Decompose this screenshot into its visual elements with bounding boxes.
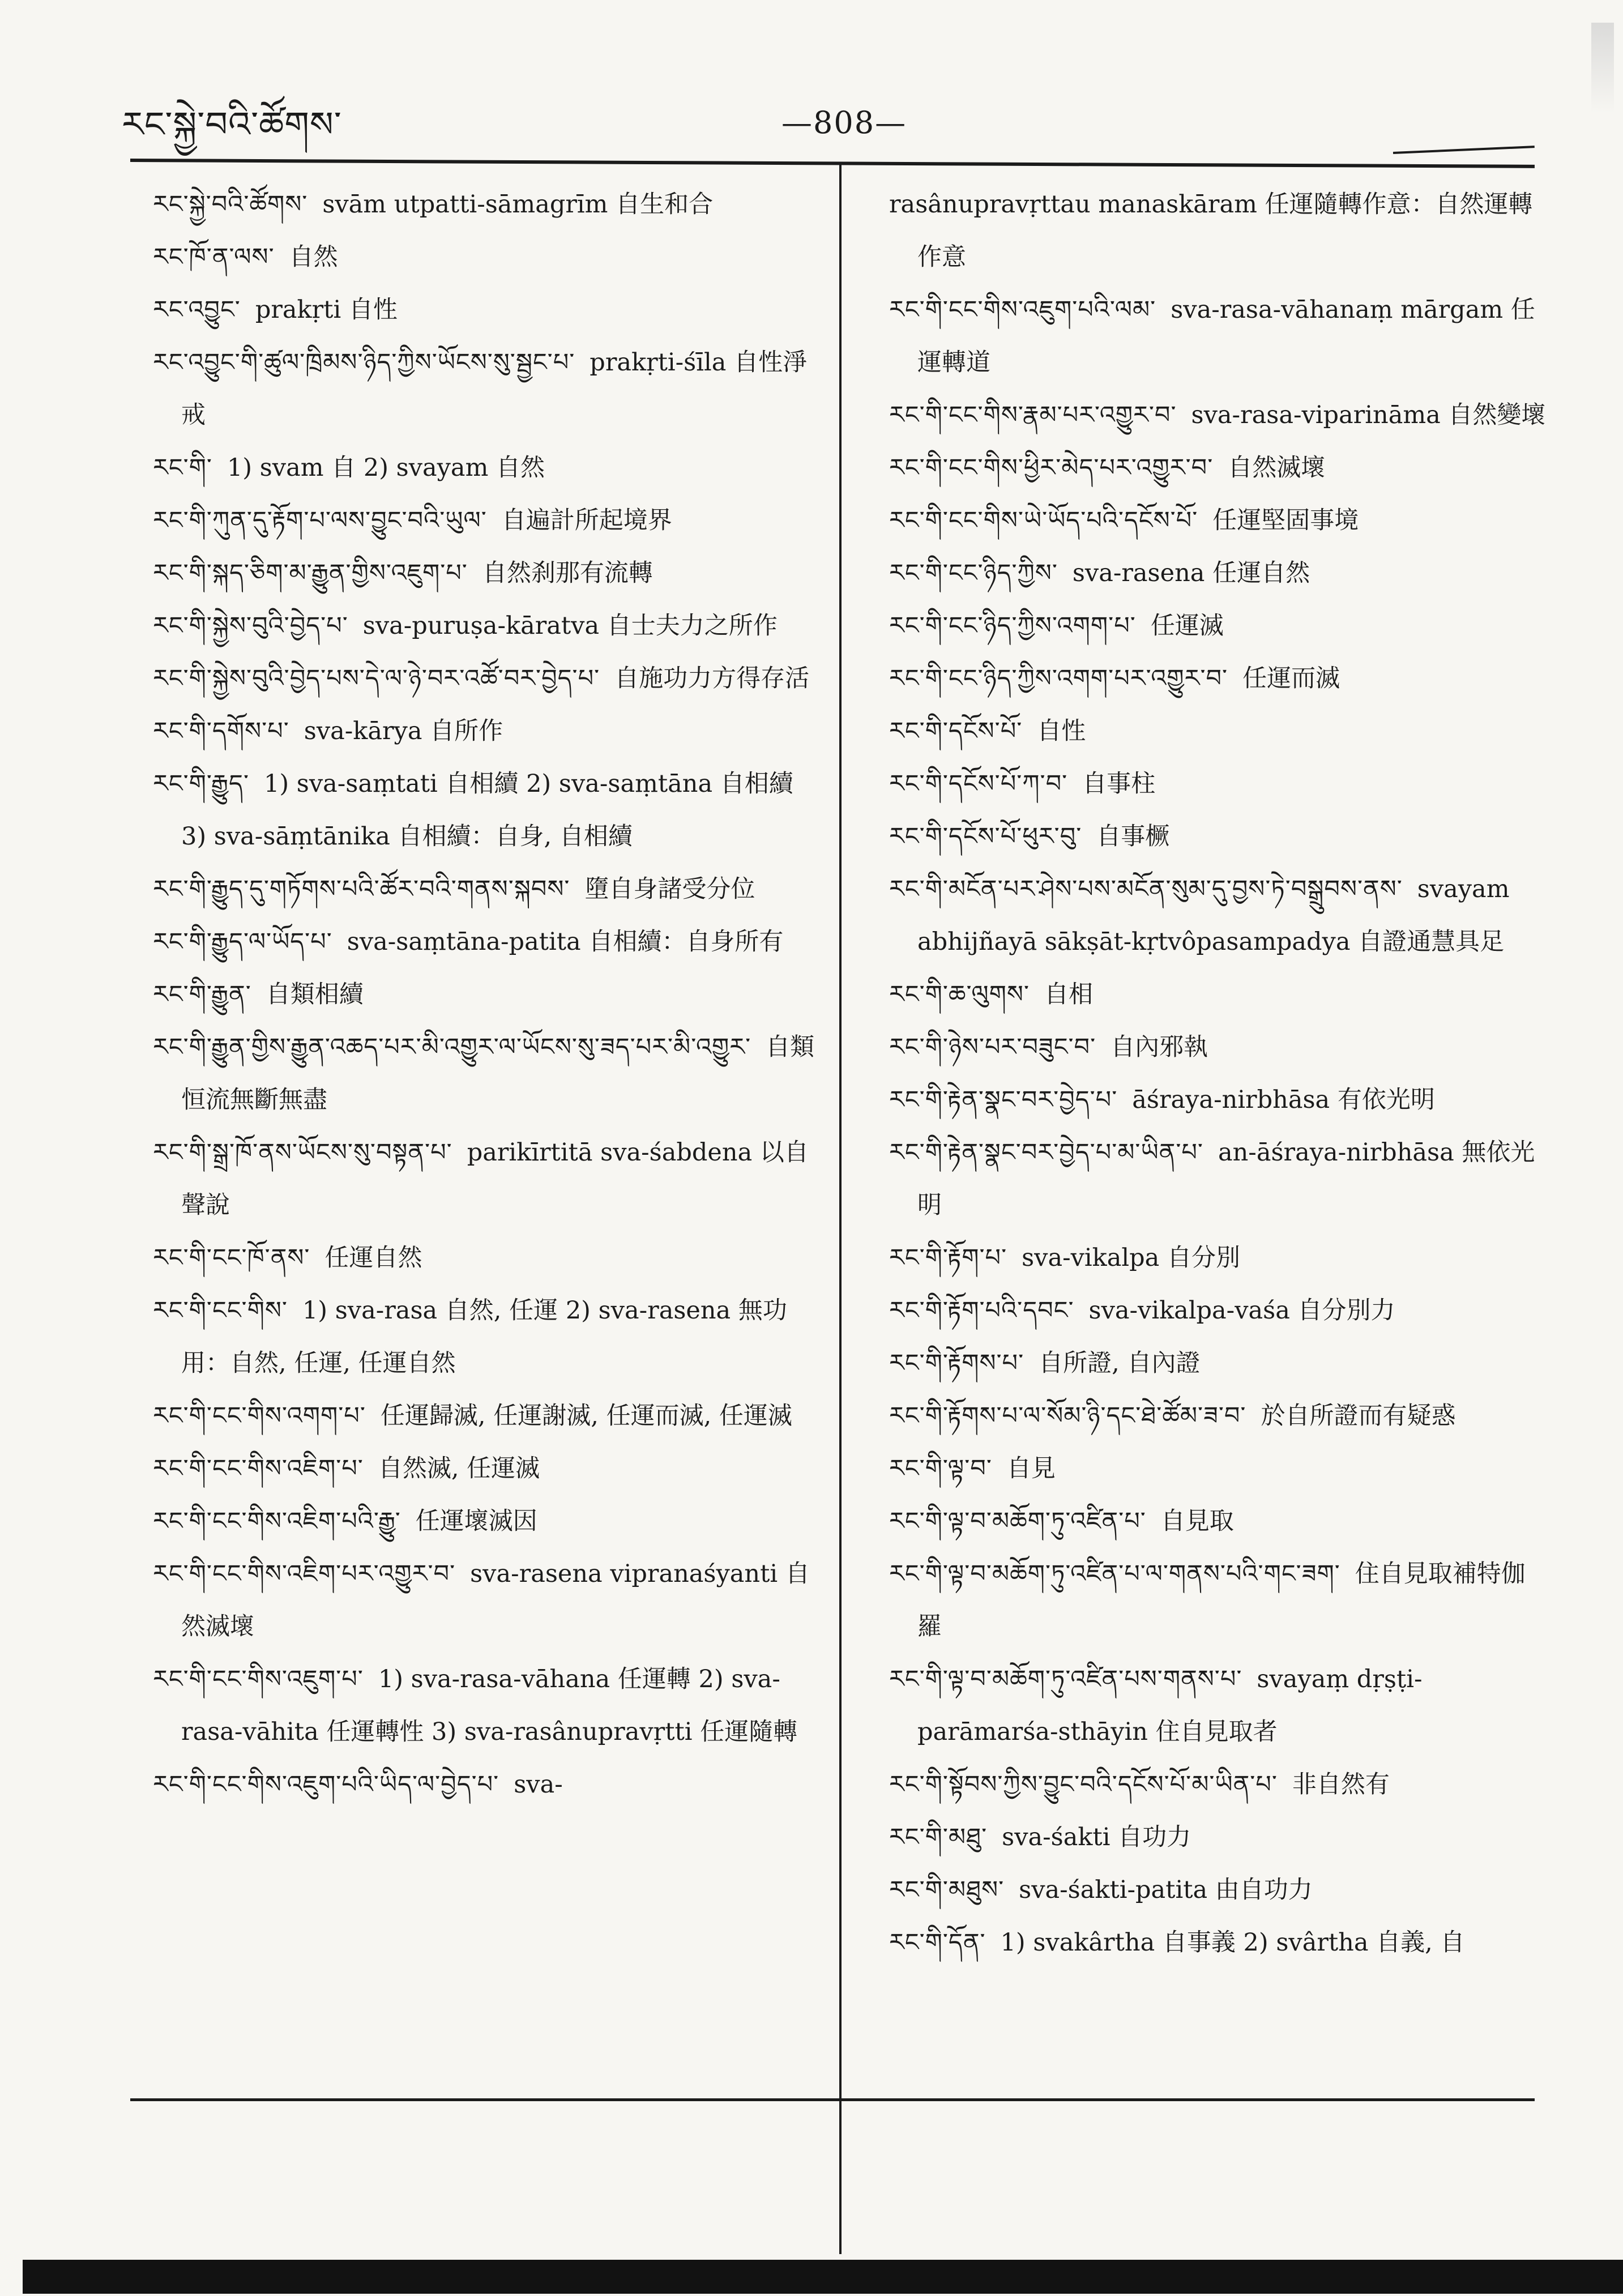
dictionary-entry xyxy=(889,1337,1546,1390)
entry-gloss: sva-puruṣa-kāratva 自士夫力之所作 xyxy=(362,612,778,640)
entry-headword: རང་གི་ཉེས་པར་བཟུང་བ་ xyxy=(889,1033,1096,1061)
entry-gloss: sva-kārya 自所作 xyxy=(304,717,503,745)
entry-headword: རང་གི་སྐད་ཅིག་མ་རྒྱུན་གྱིས་འཇུག་པ་ xyxy=(153,559,468,587)
bottom-scan-band xyxy=(23,2260,1623,2294)
entry-gloss: 自事柱 xyxy=(1082,770,1156,798)
entry-gloss: sva-rasa-viparināma 自然變壞 xyxy=(1191,401,1546,429)
entry-headword: རང་གི་ལྟ་བ་མཆོག་ཏུ་འཛིན་པ་ལ་གནས་པའི་གང་ཟག་ xyxy=(889,1560,1340,1588)
entry-gloss: 1) sva-rasa 自然, 任運 2) sva-rasena 無功用：自然, 任運, 任運自然 xyxy=(181,1296,787,1377)
entry-headword: རང་གི་དོན་ xyxy=(889,1928,986,1957)
entry-headword: རང་གི་ངང་ཁོ་ནས་ xyxy=(153,1244,310,1272)
entry-headword: རང་གི་ལྟ་བ་ xyxy=(889,1454,992,1483)
entry-gloss: āśraya-nirbhāsa 有依光明 xyxy=(1132,1086,1435,1114)
entry-headword: རང་གི་ངང་ཉིད་ཀྱིས་འགག་པར་འགྱུར་བ་ xyxy=(889,664,1228,693)
entry-headword: རང་གི་མཐུས་ xyxy=(889,1876,1005,1904)
entry-gloss: sva-vikalpa-vaśa 自分別力 xyxy=(1088,1296,1395,1325)
dictionary-entry xyxy=(889,1811,1546,1864)
entry-headword: རང་གི་དངོས་པོ་ཕུར་བུ་ xyxy=(889,822,1082,851)
entry-headword: རང་འབྱུང་ xyxy=(153,296,241,324)
entry-gloss: 任運堅固事境 xyxy=(1212,506,1359,535)
dictionary-entry xyxy=(889,1284,1546,1337)
entry-headword: རང་གི་རྟོགས་པ་ལ་སོམ་ཉི་དང་ཐེ་ཚོམ་ཟ་བ་ xyxy=(889,1402,1246,1430)
dictionary-entry xyxy=(153,494,821,547)
entry-gloss: 自見 xyxy=(1006,1454,1056,1483)
entry-headword: རང་གི་ངང་གིས་འགག་པ་ xyxy=(153,1402,366,1430)
dictionary-entry xyxy=(153,547,821,600)
dictionary-entry xyxy=(889,1548,1546,1653)
entry-gloss: 1) svakârtha 自事義 2) svârtha 自義, 自 xyxy=(1000,1928,1465,1957)
entry-gloss: rasânupravṛttau manaskāram 任運隨轉作意：自然運轉作意 xyxy=(889,190,1533,271)
dictionary-entry xyxy=(889,1126,1546,1232)
entry-headword: རང་གི་ངང་གིས་འཇིག་པའི་རྒྱུ་ xyxy=(153,1507,401,1535)
entry-gloss: svayam abhijñayā sākṣāt-kṛtvôpasampadya 自證通慧具足 xyxy=(917,875,1510,956)
page-header xyxy=(0,0,1623,187)
dictionary-entry xyxy=(153,178,821,231)
entry-gloss: 自遍計所起境界 xyxy=(501,506,672,535)
left-column xyxy=(153,178,821,1811)
entry-gloss: svayaṃ dṛṣṭi-parāmarśa-sthāyin 住自見取者 xyxy=(917,1665,1423,1746)
entry-gloss: 墮自身諸受分位 xyxy=(584,875,755,903)
entry-headword: རང་འབྱུང་གི་ཚུལ་ཁྲིམས་ཉིད་ཀྱིས་ཡོངས་སུ་སྦྱང་པ་ xyxy=(153,348,575,377)
entry-headword: རང་གི་ལྟ་བ་མཆོག་ཏུ་འཛིན་པ་ xyxy=(889,1507,1146,1535)
entry-headword: རང་གི་ངང་གིས་རྣམ་པར་འགྱུར་བ་ xyxy=(889,401,1177,429)
entry-headword: རང་གི་རྟོག་པའི་དབང་ xyxy=(889,1296,1074,1325)
dictionary-entry xyxy=(889,1653,1546,1759)
entry-gloss: 自見取 xyxy=(1160,1507,1234,1535)
dictionary-entry xyxy=(153,442,821,494)
entry-headword: རང་གི་ངང་གིས་འཇུག་པའི་ལམ་ xyxy=(889,296,1156,324)
dictionary-entry xyxy=(889,1021,1546,1074)
entry-gloss: sva-śakti 自功力 xyxy=(1002,1823,1191,1851)
entry-gloss: 任運歸滅, 任運謝滅, 任運而滅, 任運滅 xyxy=(380,1402,792,1430)
dictionary-entry xyxy=(889,810,1546,863)
entry-gloss: 自施功力方得存活 xyxy=(614,664,810,693)
entry-headword: རང་གི་རྟོག་པ་ xyxy=(889,1244,1007,1272)
dictionary-entry xyxy=(153,758,821,863)
entry-gloss: sva-vikalpa 自分別 xyxy=(1022,1244,1240,1272)
entry-gloss: 自類相續 xyxy=(266,980,364,1009)
entry-gloss: 自相 xyxy=(1044,980,1093,1009)
dictionary-entry xyxy=(153,1443,821,1495)
dictionary-entry xyxy=(153,1021,821,1126)
entry-gloss: 自性 xyxy=(1037,717,1086,745)
entry-headword: རང་གི་དངོས་པོ་ཀ་བ་ xyxy=(889,770,1068,798)
running-head: རང་སྐྱེ་བའི་ཚོགས་ xyxy=(122,104,342,145)
entry-gloss: 非自然有 xyxy=(1292,1770,1390,1799)
dictionary-entry xyxy=(889,1917,1546,1969)
dictionary-entry xyxy=(889,758,1546,810)
entry-headword: རང་གི་ངང་གིས་འཇུག་པ་ xyxy=(153,1665,364,1693)
dictionary-entry xyxy=(889,494,1546,547)
entry-headword: རང་གི་རྒྱུན་ xyxy=(153,980,251,1009)
entry-gloss: 自所證, 自內證 xyxy=(1039,1349,1201,1377)
entry-gloss: sva-śakti-patita 由自功力 xyxy=(1019,1876,1313,1904)
entry-headword: རང་གི་མངོན་པར་ཤེས་པས་མངོན་སུམ་དུ་བྱས་ཏེ་བསྒྲུབས་ནས་ xyxy=(889,875,1403,903)
entry-gloss: 任運壞滅因 xyxy=(415,1507,537,1535)
dictionary-entry xyxy=(153,336,821,442)
entry-headword: རང་གི་སྒྲ་ཁོ་ནས་ཡོངས་སུ་བསྟན་པ་ xyxy=(153,1138,452,1167)
entry-gloss: 於自所證而有疑惑 xyxy=(1261,1402,1456,1430)
entry-gloss: sva-rasa-vāhanaṃ mārgam 任運轉道 xyxy=(917,296,1535,377)
entry-gloss: 1) sva-rasa-vāhana 任運轉 2) sva-rasa-vāhita 任運轉性 3) sva-rasânupravṛtti 任運隨轉 xyxy=(181,1665,798,1746)
dictionary-entry xyxy=(889,1443,1546,1495)
dictionary-entry xyxy=(153,968,821,1021)
dictionary-entry xyxy=(889,178,1546,284)
dictionary-entry xyxy=(153,231,821,284)
entry-headword: རང་གི་མཐུ་ xyxy=(889,1823,988,1851)
entry-headword: རང་གི་ལྟ་བ་མཆོག་ཏུ་འཛིན་པས་གནས་པ་ xyxy=(889,1665,1242,1693)
dictionary-entry xyxy=(153,1232,821,1284)
entry-gloss: prakṛti 自性 xyxy=(255,296,398,324)
bottom-rule xyxy=(130,2098,1535,2101)
entry-headword: རང་གི་རྒྱུན་གྱིས་རྒྱུན་འཆད་པར་མི་འགྱུར་ལ་ཡོངས་སུ་ཟད་པར་མི་འགྱུར་ xyxy=(153,1033,751,1061)
dictionary-entry xyxy=(153,1548,821,1653)
entry-headword: རང་ཁོ་ན་ལས་ xyxy=(153,243,275,271)
dictionary-entry xyxy=(153,1653,821,1759)
entry-headword: རང་གི་རྒྱུད་དུ་གཏོགས་པའི་ཚོར་བའི་གནས་སྐབས་ xyxy=(153,875,570,903)
dictionary-entry xyxy=(153,705,821,758)
entry-headword: རང་གི་ངང་གིས་ཡེ་ཡོད་པའི་དངོས་པོ་ xyxy=(889,506,1198,535)
entry-headword: རང་སྐྱེ་བའི་ཚོགས་ xyxy=(153,190,308,219)
entry-headword: རང་གི་ངང་ཉིད་ཀྱིས་ xyxy=(889,559,1058,587)
entry-gloss: 任運自然 xyxy=(324,1244,422,1272)
entry-headword: རང་གི་ངང་གིས་འཇུག་པའི་ཡིད་ལ་བྱེད་པ་ xyxy=(153,1770,499,1799)
entry-headword: རང་གི་དགོས་པ་ xyxy=(153,717,289,745)
entry-gloss: 1) sva-saṃtati 自相續 2) sva-saṃtāna 自相續 3) sva-sāṃtānika 自相續：自身, 自相續 xyxy=(181,770,793,851)
dictionary-entry xyxy=(153,1495,821,1548)
entry-headword: རང་གི་ངང་གིས་ཕྱིར་མེད་པར་འགྱུར་བ་ xyxy=(889,454,1214,482)
dictionary-entry xyxy=(153,1390,821,1443)
entry-gloss: sva-saṃtāna-patita 自相續：自身所有 xyxy=(347,928,784,956)
entry-headword: རང་གི་རྟེན་སྣང་བར་བྱེད་པ་མ་ཡིན་པ་ xyxy=(889,1138,1203,1167)
entry-gloss: 自然刹那有流轉 xyxy=(482,559,653,587)
entry-gloss: an-āśraya-nirbhāsa 無依光明 xyxy=(917,1138,1535,1219)
entry-headword: རང་གི་ངང་གིས་འཇིག་པ་ xyxy=(153,1454,364,1483)
entry-headword: རང་གི་ངང་གིས་ xyxy=(153,1296,288,1325)
entry-headword: རང་གི་ཆ་ལུགས་ xyxy=(889,980,1030,1009)
header-rule-tail xyxy=(1393,146,1535,154)
dictionary-entry xyxy=(153,1126,821,1232)
entry-gloss: 任運而滅 xyxy=(1242,664,1340,693)
entry-headword: རང་གི་རྒྱུད་ xyxy=(153,770,249,798)
entry-gloss: parikīrtitā sva-śabdena 以自聲說 xyxy=(181,1138,809,1219)
entry-gloss: 自內邪執 xyxy=(1111,1033,1208,1061)
dictionary-entry xyxy=(153,916,821,968)
entry-headword: རང་གི་ཀུན་དུ་རྟོག་པ་ལས་བྱུང་བའི་ཡུལ་ xyxy=(153,506,487,535)
entry-gloss: prakṛti-śīla 自性淨戒 xyxy=(181,348,808,429)
dictionary-entry xyxy=(889,1759,1546,1811)
entry-gloss: 1) svam 自 2) svayam 自然 xyxy=(227,454,545,482)
entry-headword: རང་གི་དངོས་པོ་ xyxy=(889,717,1023,745)
entry-gloss: 自類恒流無斷無盡 xyxy=(181,1033,815,1114)
entry-gloss: sva-rasena 任運自然 xyxy=(1072,559,1310,587)
entry-headword: རང་གི་སྐྱེས་བུའི་བྱེད་པ་ xyxy=(153,612,348,640)
entry-headword: རང་གི་རྒྱུད་ལ་ཡོད་པ་ xyxy=(153,928,332,956)
dictionary-entry xyxy=(153,1759,821,1811)
dictionary-entry xyxy=(889,1232,1546,1284)
entry-gloss: sva- xyxy=(514,1770,563,1799)
entry-gloss: 自然滅壞 xyxy=(1228,454,1326,482)
dictionary-entry xyxy=(889,1074,1546,1126)
entry-headword: རང་གི་སྟོབས་ཀྱིས་བྱུང་བའི་དངོས་པོ་མ་ཡིན་པ་ xyxy=(889,1770,1278,1799)
column-divider xyxy=(839,164,842,2254)
entry-headword: རང་གི་སྐྱེས་བུའི་བྱེད་པས་དེ་ལ་ཉེ་བར་འཚོ་བར་བྱེད་པ་ xyxy=(153,664,600,693)
dictionary-entry xyxy=(153,600,821,652)
entry-headword: རང་གི་ xyxy=(153,454,212,482)
right-column xyxy=(889,178,1546,1969)
dictionary-entry xyxy=(889,1495,1546,1548)
entry-headword: རང་གི་ངང་གིས་འཇིག་པར་འགྱུར་བ་ xyxy=(153,1560,456,1588)
entry-gloss: 自然 xyxy=(289,243,338,271)
dictionary-entry xyxy=(153,863,821,916)
dictionary-entry xyxy=(889,600,1546,652)
dictionary-entry xyxy=(153,652,821,705)
dictionary-entry xyxy=(889,1390,1546,1443)
dictionary-entry xyxy=(889,284,1546,389)
entry-gloss: 住自見取補特伽羅 xyxy=(917,1560,1526,1641)
entry-gloss: 任運滅 xyxy=(1150,612,1224,640)
dictionary-entry xyxy=(889,1864,1546,1917)
dictionary-entry xyxy=(889,442,1546,494)
entry-gloss: 自然滅, 任運滅 xyxy=(378,1454,540,1483)
dictionary-entry xyxy=(153,1284,821,1390)
dictionary-entry xyxy=(889,389,1546,442)
dictionary-entry xyxy=(153,284,821,336)
page-number: —808— xyxy=(781,105,907,140)
dictionary-entry xyxy=(889,705,1546,758)
entry-headword: རང་གི་ངང་ཉིད་ཀྱིས་འགག་པ་ xyxy=(889,612,1136,640)
entry-gloss: sva-rasena vipranaśyanti 自然滅壞 xyxy=(181,1560,810,1641)
dictionary-entry xyxy=(889,547,1546,600)
dictionary-entry xyxy=(889,652,1546,705)
dictionary-entry xyxy=(889,863,1546,968)
entry-headword: རང་གི་རྟེན་སྣང་བར་བྱེད་པ་ xyxy=(889,1086,1118,1114)
dictionary-entry xyxy=(889,968,1546,1021)
entry-headword: རང་གི་རྟོགས་པ་ xyxy=(889,1349,1024,1377)
entry-gloss: svām utpatti-sāmagrīm 自生和合 xyxy=(322,190,714,219)
entry-gloss: 自事橛 xyxy=(1096,822,1170,851)
